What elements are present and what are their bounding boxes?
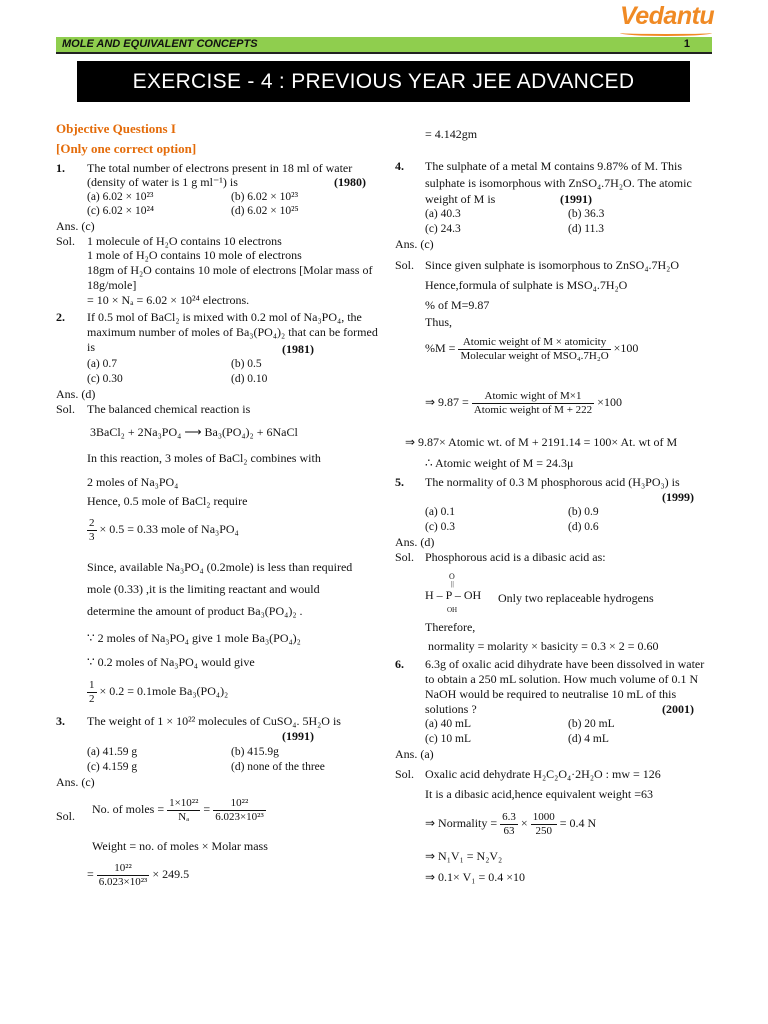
q2-option-a: (a) 0.7 — [87, 358, 118, 370]
q1-sol-line: 18gm of H₂O contains 10 mole of electrons [Molar mass of — [87, 263, 373, 277]
fraction — [500, 811, 518, 837]
q5-stem-line: The normality of 0.3 M phosphorous acid (H₃PO₃) is — [425, 475, 680, 489]
q4-answer: Ans. (c) — [395, 237, 434, 251]
q3-weight-equation: = $\frac{\text{10²²}}{\text{6.023×10²³}}$ × 249.5 — [87, 862, 190, 888]
q1-sol-line: = 10 × Nₐ = 6.02 × 10²⁴ electrons. — [87, 293, 250, 307]
q2-sol-line: ∵ 0.2 moles of Na₃PO₄ would give — [87, 655, 255, 669]
q2-option-d: (d) 0.10 — [231, 373, 268, 385]
q1-option-a: (a) 6.02 × 10²³ — [87, 191, 154, 203]
q1-sol-label: Sol. — [56, 234, 76, 248]
q3-option-c: (c) 4.159 g — [87, 761, 138, 773]
page-number: 1 — [683, 38, 690, 50]
q1-option-b: (b) 6.02 × 10²³ — [231, 191, 299, 203]
q2-stem-line: If 0.5 mol of BaCl₂ is mixed with 0.2 mol of Na₃PO₄, the — [87, 310, 362, 324]
percent-label: %M = — [425, 340, 456, 355]
numerator: 1 — [89, 679, 95, 691]
q3-stem-line: The weight of 1 × 10²² molecules of CuSO₄. 5H₂O is — [87, 714, 341, 728]
q2-sol-line: Since, available Na₃PO₄ (0.2mole) is less than required — [87, 560, 353, 574]
q2-year: (1981) — [282, 342, 314, 356]
q3-year: (1991) — [282, 729, 314, 743]
ratio-label: ⇒ 9.87 = — [425, 394, 469, 409]
q1-number: 1. — [56, 161, 65, 175]
q6-sol-line: ⇒ 0.1× V₁ = 0.4 ×10 — [425, 870, 525, 884]
q6-stem-line: solutions ? — [425, 702, 477, 716]
equals-sign: = — [203, 801, 211, 816]
q5-option-a: (a) 0.1 — [425, 506, 456, 518]
chapter-title: MOLE AND EQUIVALENT CONCEPTS — [62, 38, 258, 50]
q3-sol-label: Sol. — [56, 809, 76, 823]
q4-option-a: (a) 40.3 — [425, 208, 461, 220]
q1-year: (1980) — [334, 175, 366, 189]
q2-sol-label: Sol. — [56, 402, 76, 416]
denominator: 2 — [89, 692, 95, 705]
q1-option-d: (d) 6.02 × 10²⁵ — [231, 205, 299, 217]
q3-option-a: (a) 41.59 g — [87, 746, 138, 758]
q4-sol-line: Since given sulphate is isomorphous to ZnSO₄.7H₂O — [425, 258, 680, 272]
q1-stem-line: (density of water is 1 g ml⁻¹) is — [87, 175, 238, 189]
q2-sol-line: 2 moles of Na₃PO₄ — [87, 475, 179, 489]
q2-sol-line: mole (0.33) ,it is the limiting reactant and would — [87, 582, 320, 596]
logo-swash — [620, 30, 712, 36]
q4-ratio-equation — [425, 390, 622, 416]
q3-answer: Ans. (c) — [56, 775, 95, 789]
fraction — [472, 390, 594, 416]
q2-stem-line: maximum number of moles of Ba₃(PO₄)₂ that can be formed — [87, 325, 378, 339]
q2-sol-line: × 0.5 = 0.33 mole of Na₃PO₄ — [99, 521, 239, 536]
q3-sol-line: × 249.5 — [152, 866, 190, 881]
q5-option-d: (d) 0.6 — [568, 521, 599, 533]
numerator: Atomic wight of M×1 — [472, 390, 594, 404]
q5-year: (1999) — [662, 490, 694, 504]
q5-sol-line: normality = molarity × basicity = 0.3 × 2 = 0.60 — [428, 639, 659, 653]
denominator: Atomic weight of M + 222 — [473, 403, 593, 416]
q6-answer: Ans. (a) — [395, 747, 434, 761]
q4-option-c: (c) 24.3 — [425, 223, 461, 235]
q2-option-b: (b) 0.5 — [231, 358, 262, 370]
denominator: 250 — [535, 824, 552, 837]
q4-option-b: (b) 36.3 — [568, 208, 605, 220]
denominator: Molecular weight of MSO₄.7H₂O — [460, 349, 609, 362]
denominator: Nₐ — [178, 810, 190, 823]
q1-option-c: (c) 6.02 × 10²⁴ — [87, 205, 154, 217]
fraction — [167, 797, 200, 823]
q6-stem-line: to obtain a 250 mL solution. How much volume of 0.1 N — [425, 672, 699, 686]
q1-answer: Ans. (c) — [56, 219, 95, 233]
chapter-header-bar — [56, 37, 712, 54]
q3-moles-equation — [92, 797, 266, 823]
q4-stem-line: weight of M is — [425, 192, 496, 206]
q3-option-d: (d) none of the three — [231, 761, 325, 773]
numerator: 10²² — [97, 862, 150, 876]
q6-sol-line: It is a dibasic acid,hence equivalent weight =63 — [425, 787, 654, 801]
fraction — [213, 797, 266, 823]
q6-stem-line: NaOH would be required to neutralise 10 mL of this — [425, 687, 677, 701]
q6-year: (2001) — [662, 702, 694, 716]
q4-sol-line: Hence,formula of sulphate is MSO₄.7H₂O — [425, 278, 628, 292]
q5-sol-line: Therefore, — [425, 620, 476, 634]
q5-sol-label: Sol. — [395, 550, 415, 564]
q4-stem-line: sulphate is isomorphous with ZnSO₄.7H₂O. The atomic — [425, 176, 692, 190]
q2-sol-line: In this reaction, 3 moles of BaCl₂ combines with — [87, 451, 321, 465]
q2-sol-line: The balanced chemical reaction is — [87, 402, 251, 416]
denominator: 63 — [503, 824, 515, 837]
q3-option-b: (b) 415.9g — [231, 746, 279, 758]
q4-sol-line: % of M=9.87 — [425, 298, 490, 312]
denominator: 6.023×10²³ — [98, 875, 148, 888]
q1-sol-line: 18g/mole] — [87, 278, 137, 292]
q6-sol-label: Sol. — [395, 767, 415, 781]
q5-structure-oxygen: O — [449, 572, 455, 581]
q4-sol-label: Sol. — [395, 258, 415, 272]
q5-structure-bond: || — [451, 580, 454, 588]
q3-number: 3. — [56, 714, 65, 728]
q6-normality-equation: ⇒ Normality = $\frac{6.3}{63}$ × $\frac{1000}{250}$ = 0.4 N — [425, 811, 597, 837]
q5-option-c: (c) 0.3 — [425, 521, 456, 533]
q5-structure-main: H – P – OH — [425, 588, 482, 602]
q6-sol-line: Oxalic acid dehydrate H₂C₂O₄·2H₂O : mw = 126 — [425, 767, 661, 781]
q4-sol-line: ∴ Atomic weight of M = 24.3μ — [425, 456, 574, 470]
q5-sol-line: Phosphorous acid is a dibasic acid as: — [425, 550, 606, 564]
fraction — [87, 679, 97, 705]
denominator: 3 — [89, 530, 95, 543]
q5-option-b: (b) 0.9 — [568, 506, 599, 518]
q2-sol-line: determine the amount of product Ba₃(PO₄)₂ . — [87, 604, 303, 618]
q6-option-c: (c) 10 mL — [425, 733, 471, 745]
q4-percent-equation — [425, 336, 638, 362]
normality-result: = 0.4 N — [559, 815, 597, 830]
q5-structure-note: Only two replaceable hydrogens — [498, 591, 654, 605]
q2-fraction-line — [87, 517, 239, 543]
q2-fraction-line — [87, 679, 228, 705]
q5-structure-hydroxyl: OH — [447, 606, 458, 614]
section-subheading: [Only one correct option] — [56, 141, 197, 156]
q6-sol-line: ⇒ N₁V₁ = N₂V₂ — [425, 849, 503, 863]
fraction — [97, 862, 150, 888]
q4-number: 4. — [395, 159, 404, 173]
numerator: 10²² — [213, 797, 266, 811]
q2-sol-line: ∵ 2 moles of Na₃PO₄ give 1 mole Ba₃(PO₄)₂ — [87, 631, 301, 645]
numerator: Atomic weight of M × atomicity — [458, 336, 610, 350]
q5-number: 5. — [395, 475, 404, 489]
q6-option-d: (d) 4 mL — [568, 733, 609, 745]
q2-reaction-equation: 3BaCl₂ + 2Na₃PO₄ ⟶ Ba₃(PO₄)₂ + 6NaCl — [90, 425, 298, 439]
q6-stem-line: 6.3g of oxalic acid dihydrate have been dissolved in water — [425, 657, 705, 671]
q3-sol-line: Weight = no. of moles × Molar mass — [92, 839, 268, 853]
vedantu-logo: Vedantu — [620, 2, 715, 30]
moles-label: No. of moles = — [92, 801, 165, 816]
denominator: 6.023×10²³ — [215, 810, 264, 823]
q4-sol-line: ⇒ 9.87× Atomic wt. of M + 2191.14 = 100× At. wt of M — [405, 435, 678, 449]
section-heading: Objective Questions I — [56, 121, 176, 136]
q1-sol-line: 1 mole of H₂O contains 10 mole of electrons — [87, 248, 302, 262]
q6-option-b: (b) 20 mL — [568, 718, 615, 730]
numerator: 6.3 — [502, 811, 516, 823]
normality-label: ⇒ Normality = — [425, 815, 498, 830]
q2-stem-line: is — [87, 340, 96, 354]
q4-stem-line: The sulphate of a metal M contains 9.87% of M. This — [425, 159, 683, 173]
multiplier: ×100 — [613, 340, 639, 355]
q4-year: (1991) — [560, 192, 592, 206]
q2-option-c: (c) 0.30 — [87, 373, 123, 385]
numerator: 1000 — [532, 811, 555, 823]
q2-sol-line: Hence, 0.5 mole of BaCl₂ require — [87, 494, 248, 508]
fraction — [458, 336, 610, 362]
q3-result: = 4.142gm — [425, 127, 478, 141]
q4-option-d: (d) 11.3 — [568, 223, 604, 235]
numerator: 1×10²² — [169, 797, 199, 809]
q1-sol-line: 1 molecule of H₂O contains 10 electrons — [87, 234, 282, 248]
exercise-banner: EXERCISE - 4 : PREVIOUS YEAR JEE ADVANCED QUESTION — [77, 61, 690, 102]
fraction — [87, 517, 97, 543]
q2-sol-line: × 0.2 = 0.1mole Ba₃(PO₄)₂ — [99, 683, 229, 698]
multiplier: ×100 — [597, 394, 622, 409]
q4-sol-line: Thus, — [425, 315, 452, 329]
numerator: 2 — [89, 517, 95, 529]
q2-answer: Ans. (d) — [56, 387, 96, 401]
fraction — [531, 811, 557, 837]
q6-number: 6. — [395, 657, 404, 671]
q2-number: 2. — [56, 310, 65, 324]
q5-answer: Ans. (d) — [395, 535, 435, 549]
q6-option-a: (a) 40 mL — [425, 718, 471, 730]
q1-stem-line: The total number of electrons present in 18 ml of water — [87, 161, 353, 175]
